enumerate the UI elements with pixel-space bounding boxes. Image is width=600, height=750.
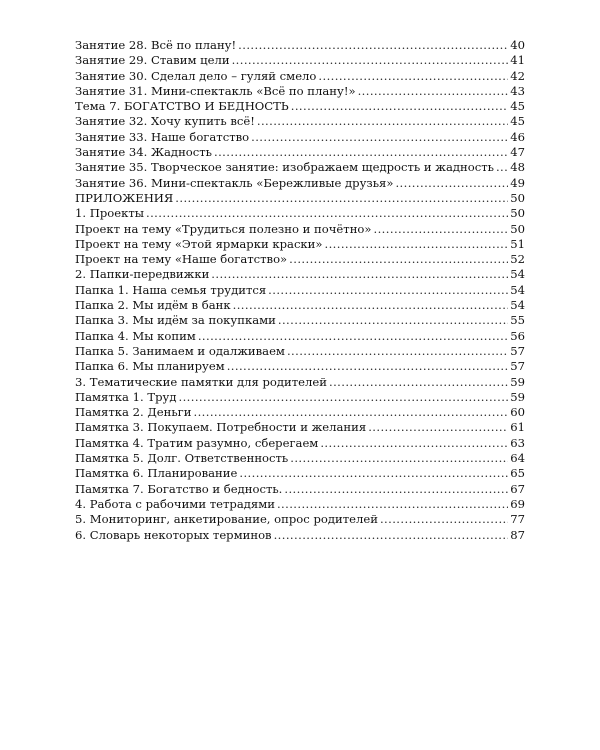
toc-entry-title: Памятка 2. Деньги (75, 405, 192, 420)
dot-leader (251, 130, 508, 145)
toc-entry-page: 61 (510, 420, 525, 435)
toc-entry[interactable] (75, 359, 525, 374)
toc-entry-title: 3. Тематические памятки для родителей (75, 374, 327, 389)
toc-entry-page: 45 (510, 114, 525, 129)
toc-entry-page: 46 (510, 129, 525, 144)
toc-entry[interactable] (75, 497, 525, 512)
toc-entry-title: Памятка 5. Долг. Ответственность (75, 451, 289, 466)
dot-leader (289, 252, 508, 267)
toc-entry[interactable] (75, 176, 525, 191)
toc-entry[interactable] (75, 512, 525, 527)
toc-entry[interactable] (75, 237, 525, 252)
toc-entry-page: 45 (510, 99, 525, 114)
toc-entry-page: 63 (510, 435, 525, 450)
toc-entry-title: Занятие 30. Сделал дело – гуляй смело (75, 68, 317, 83)
toc-entry-title: ПРИЛОЖЕНИЯ (75, 190, 174, 205)
dot-leader (232, 53, 509, 68)
toc-entry-title: Занятие 36. Мини-спектакль «Бережливые друзья» (75, 175, 394, 190)
dot-leader (194, 405, 509, 420)
dot-leader (291, 99, 509, 114)
dot-leader (380, 512, 508, 527)
dot-leader (146, 206, 508, 221)
dot-leader (290, 451, 508, 466)
dot-leader (278, 313, 508, 328)
dot-leader (274, 528, 509, 543)
toc-entry-page: 65 (510, 466, 525, 481)
toc-entry[interactable] (75, 84, 525, 99)
toc-entry[interactable] (75, 528, 525, 543)
toc-entry-page: 54 (510, 298, 525, 313)
toc-entry-title: Проект на тему «Этой ярмарки краски» (75, 236, 323, 251)
toc-entry[interactable] (75, 329, 525, 344)
toc-entry-page: 67 (510, 481, 525, 496)
dot-leader (287, 344, 508, 359)
toc-entry[interactable] (75, 482, 525, 497)
toc-entry-title: Занятие 34. Жадность (75, 145, 212, 160)
table-of-contents (75, 38, 525, 543)
toc-entry-page: 41 (510, 53, 525, 68)
toc-entry[interactable] (75, 466, 525, 481)
dot-leader (318, 69, 508, 84)
toc-entry[interactable] (75, 206, 525, 221)
toc-entry-title: Занятие 35. Творческое занятие: изображаем щедрость и жадность (75, 160, 494, 175)
toc-entry-title: Занятие 28. Всё по плану! (75, 38, 237, 52)
toc-entry-page: 48 (510, 160, 525, 175)
toc-entry[interactable] (75, 451, 525, 466)
toc-entry-page: 64 (510, 451, 525, 466)
toc-entry-page: 55 (510, 313, 525, 328)
toc-entry-page: 43 (510, 83, 525, 98)
toc-entry-title: Занятие 33. Наше богатство (75, 129, 250, 144)
dot-leader (211, 267, 508, 282)
toc-entry[interactable] (75, 222, 525, 237)
dot-leader (175, 191, 508, 206)
toc-entry-page: 50 (510, 206, 525, 221)
dot-leader (329, 375, 508, 390)
toc-entry-title: Памятка 4. Тратим разумно, сберегаем (75, 435, 319, 450)
toc-entry[interactable] (75, 252, 525, 267)
toc-entry[interactable] (75, 53, 525, 68)
toc-entry-title: Папка 3. Мы идём за покупками (75, 313, 276, 328)
dot-leader (198, 329, 508, 344)
toc-entry-title: Занятие 31. Мини-спектакль «Всё по плану!» (75, 83, 356, 98)
dot-leader (368, 420, 508, 435)
dot-leader (257, 114, 508, 129)
toc-entry-title: Памятка 1. Труд (75, 389, 177, 404)
dot-leader (284, 482, 508, 497)
toc-entry[interactable] (75, 38, 525, 53)
dot-leader (233, 298, 509, 313)
toc-entry[interactable] (75, 313, 525, 328)
toc-entry[interactable] (75, 267, 525, 282)
toc-entry-page: 87 (510, 527, 525, 542)
toc-entry-page: 69 (510, 496, 525, 511)
dot-leader (238, 38, 508, 53)
toc-entry-page: 59 (510, 389, 525, 404)
toc-entry-title: Памятка 6. Планирование (75, 466, 238, 481)
toc-entry[interactable] (75, 420, 525, 435)
toc-entry-title: Памятка 7. Богатство и бедность. (75, 481, 283, 496)
toc-entry[interactable] (75, 390, 525, 405)
toc-entry[interactable] (75, 283, 525, 298)
toc-entry-title: 5. Мониторинг, анкетирование, опрос родителей (75, 512, 378, 527)
toc-entry-title: Папка 5. Занимаем и одалживаем (75, 343, 285, 358)
dot-leader (320, 436, 508, 451)
toc-entry-title: Занятие 32. Хочу купить всё! (75, 114, 255, 129)
toc-entry-page: 60 (510, 405, 525, 420)
toc-entry-page: 54 (510, 267, 525, 282)
dot-leader (239, 466, 508, 481)
toc-entry-page: 51 (510, 236, 525, 251)
dot-leader (178, 390, 508, 405)
toc-entry-page: 47 (510, 145, 525, 160)
toc-entry[interactable] (75, 405, 525, 420)
toc-entry-page: 57 (510, 359, 525, 374)
toc-entry-page: 49 (510, 175, 525, 190)
dot-leader (268, 283, 508, 298)
toc-entry-page: 54 (510, 282, 525, 297)
toc-entry-title: 1. Проекты (75, 206, 145, 221)
toc-entry-title: 4. Работа с рабочими тетрадями (75, 496, 275, 511)
toc-entry-page: 77 (510, 512, 525, 527)
toc-entry-page: 56 (510, 328, 525, 343)
dot-leader (395, 176, 508, 191)
dot-leader (374, 222, 509, 237)
toc-entry-title: Папка 1. Наша семья трудится (75, 282, 267, 297)
toc-entry[interactable] (75, 160, 525, 175)
toc-entry[interactable] (75, 145, 525, 160)
toc-entry-title: Тема 7. БОГАТСТВО И БЕДНОСТЬ (75, 99, 289, 114)
dot-leader (214, 145, 508, 160)
toc-entry-page: 50 (510, 190, 525, 205)
toc-entry-page: 57 (510, 343, 525, 358)
dot-leader (227, 359, 509, 374)
toc-entry[interactable] (75, 298, 525, 313)
toc-entry[interactable] (75, 191, 525, 206)
toc-entry[interactable] (75, 99, 525, 114)
toc-entry-title: Папка 2. Мы идём в банк (75, 298, 231, 313)
toc-entry-page: 40 (510, 38, 525, 52)
dot-leader (358, 84, 509, 99)
dot-leader (496, 160, 508, 175)
toc-entry-title: 2. Папки-передвижки (75, 267, 210, 282)
toc-entry-title: Занятие 29. Ставим цели (75, 53, 230, 68)
toc-entry[interactable] (75, 344, 525, 359)
dot-leader (277, 497, 508, 512)
toc-entry-page: 52 (510, 252, 525, 267)
toc-entry[interactable] (75, 114, 525, 129)
toc-entry[interactable] (75, 130, 525, 145)
toc-entry-title: Проект на тему «Наше богатство» (75, 252, 288, 267)
toc-entry-title: Папка 4. Мы копим (75, 328, 196, 343)
toc-entry[interactable] (75, 436, 525, 451)
toc-entry-title: 6. Словарь некоторых терминов (75, 527, 272, 542)
dot-leader (325, 237, 509, 252)
toc-entry[interactable] (75, 69, 525, 84)
toc-entry-title: Папка 6. Мы планируем (75, 359, 225, 374)
toc-entry[interactable] (75, 375, 525, 390)
toc-entry-page: 50 (510, 221, 525, 236)
toc-entry-title: Проект на тему «Трудиться полезно и почётно» (75, 221, 372, 236)
toc-entry-page: 59 (510, 374, 525, 389)
toc-entry-title: Памятка 3. Покупаем. Потребности и желания (75, 420, 367, 435)
toc-entry-page: 42 (510, 68, 525, 83)
